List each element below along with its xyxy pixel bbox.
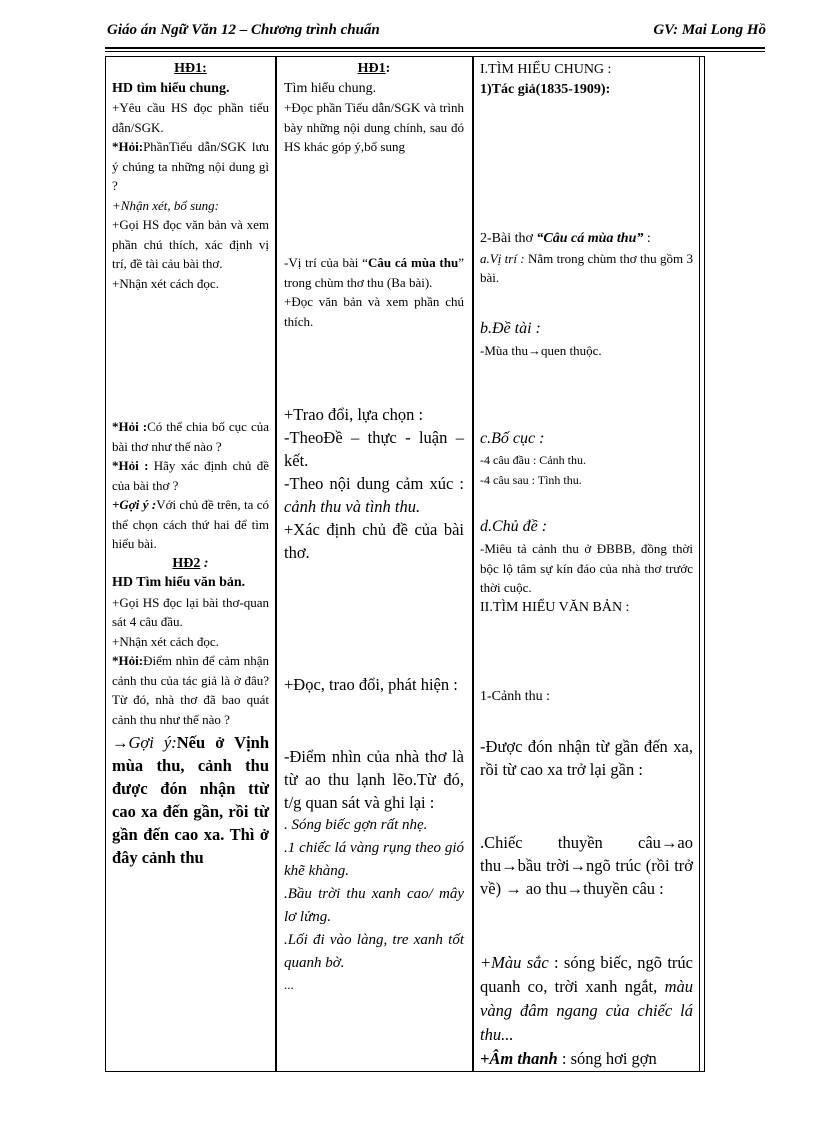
col1-p12-label: Gợi ý: <box>128 733 177 752</box>
col3-p3-em: màu vàng đâm ngang của chiếc lá thu... <box>480 977 693 1044</box>
col1-p11-label: *Hỏi: <box>112 653 144 668</box>
d-text: -Miêu tả cảnh thu ở ĐBBB, đồng thời bộc lộ tâm sự kín đáo của nhà thơ trước thời cuộc. <box>480 541 693 595</box>
header-left: Giáo án Ngữ Văn 12 – Chương trình chuẩn <box>107 22 380 38</box>
col3-p3-label: +Màu sắc <box>480 953 549 972</box>
col1-p2-text: PhầnTiểu dẫn/SGK lưu ý chúng ta những nội dung gì ? <box>112 139 269 193</box>
section-3-title: II.TÌM HIỂU VĂN BẢN : <box>480 599 630 615</box>
col1-p11-text: Điểm nhìn để cảm nhận cảnh thu của tác giả là ở đâu? Từ đó, nhà thơ đã bao quát cảnh thu như thế nào ? <box>112 653 269 727</box>
col2-p5: -TheoĐề – thực - luận –kết. <box>284 428 464 470</box>
col3-p4-label: +Âm thanh <box>480 1049 558 1068</box>
col2-p10: . Sóng biếc gợn rất nhẹ. <box>284 817 428 833</box>
col1-p9: +Gọi HS đọc lại bài thơ-quan sát 4 câu đầu. <box>112 594 269 629</box>
section-1-title: I.TÌM HIỂU CHUNG : <box>480 62 612 77</box>
section-3a-title: 1-Cảnh thu : <box>480 689 550 704</box>
col1-p12-text: Nếu ở Vịnh mùa thu, cảnh thu được đón nhận ttừ cao xa đến gần, rồi từ gần đến cao xa. Thì ở đây cảnh thu <box>112 733 270 867</box>
b-label: b.Đề tài : <box>480 320 541 337</box>
hd2-title: HĐ2 <box>172 555 201 571</box>
a-label: a.Vị trí : <box>480 250 525 266</box>
col2-p11: .1 chiếc lá vàng rụng theo gió khẽ khàng. <box>284 840 464 879</box>
col1-p7-text: Hãy xác định chủ đề của bài thơ ? <box>112 458 269 493</box>
col2-p12: .Bầu trời thu xanh cao/ mây lơ lửng. <box>284 886 464 925</box>
col2-p8: +Đọc, trao đổi, phát hiện : <box>284 675 458 694</box>
section-2-post: : <box>643 231 651 246</box>
col2-p2-title: Câu cá mùa thu <box>367 255 459 270</box>
b-text: -Mùa thu→quen thuộc. <box>480 343 602 358</box>
arrow-icon: → <box>112 733 129 752</box>
col1-p2-label: *Hỏi: <box>112 139 144 154</box>
col2-p3: +Đọc văn bản và xem phần chú thích. <box>284 294 464 329</box>
hd1-title: HĐ1: <box>174 61 207 76</box>
col1-p5: +Nhận xét cách đọc. <box>112 275 219 291</box>
col1-p3: +Nhận xét, bổ sung: <box>112 197 219 213</box>
col3-p3-text: : sóng biếc, ngõ trúc quanh co, trời xanh ngắt, <box>480 953 694 996</box>
col1-p10: +Nhận xét cách đọc. <box>112 633 219 649</box>
col1-p8-label: +Gợi ý : <box>112 497 157 512</box>
col2-p14: ... <box>284 977 294 992</box>
col2-p7: +Xác định chủ đề của bài thơ. <box>284 520 464 562</box>
student-activity-column <box>277 57 474 1071</box>
teacher-activity-column <box>106 57 277 1071</box>
col3-p1: -Được đón nhận từ gần đến xa, rồi từ cao xa trở lại gần : <box>480 737 693 779</box>
col2-p4: +Trao đổi, lựa chọn : <box>284 405 424 424</box>
col1-p8-text: Với chủ đề trên, ta có thể chọn cách thứ hai để tìm hiểu bài. <box>112 497 270 551</box>
header-rule <box>105 47 765 49</box>
c-line-1: -4 câu đầu : Cảnh thu. <box>480 453 586 467</box>
hd2-colon: : <box>200 555 209 571</box>
col1-p7-label: *Hỏi : <box>112 458 149 473</box>
section-2-pre: 2-Bài thơ <box>480 231 537 246</box>
c-line-2: -4 câu sau : Tình thu. <box>480 472 582 487</box>
hd2-subtitle: HD Tìm hiểu văn bản. <box>112 575 246 590</box>
col2-p1: +Đọc phần Tiểu dẫn/SGK và trình bày những nội dung chính, sau đó HS khác góp ý,bổ sung <box>284 100 464 154</box>
col2-p6-em: cảnh thu và tình thu. <box>284 497 421 516</box>
col2-p6-pre: -Theo nội dung cảm xúc : <box>284 474 464 493</box>
col3-p2: .Chiếc thuyền câu→ao thu→bầu trời→ngõ trúc (rồi trở về) → ao thu→thuyền câu : <box>480 833 693 898</box>
col2-p2-post: ” trong chùm thơ thu (Ba bài). <box>284 255 464 290</box>
lesson-table <box>105 56 705 1072</box>
content-column <box>474 57 700 1071</box>
col2-p9: -Điểm nhìn của nhà thơ là từ ao thu lạnh lẽo.Từ đó, t/g quan sát và ghi lại : <box>284 747 464 812</box>
notes-column <box>700 57 712 1071</box>
col2-subtitle: Tìm hiểu chung. <box>284 80 377 96</box>
header-right: GV: Mai Long Hồ <box>653 22 766 38</box>
a-text: Nằm trong chùm thơ thu gồm 3 bài. <box>480 250 693 285</box>
section-2-title: “Câu cá mùa thu” <box>536 231 644 246</box>
section-1a-title: 1)Tác giả(1835-1909): <box>480 82 611 97</box>
col2-hd1-title: HĐ1 <box>357 61 386 76</box>
c-label: c.Bố cục : <box>480 430 545 447</box>
d-label: d.Chủ đề : <box>480 518 548 535</box>
col1-p6-text: Có thể chia bố cục của bài thơ như thế nào ? <box>112 419 269 454</box>
col3-p4-text: : sóng hơi gợn <box>557 1049 657 1068</box>
col1-p6-label: *Hỏi : <box>112 419 148 434</box>
header-rule-thin <box>105 51 765 52</box>
col2-hd1-colon: : <box>385 61 391 76</box>
col1-p4: +Gọi HS đọc văn bản và xem phần chú thích, xác định vị trí, đề tài cảu bài thơ. <box>112 217 269 271</box>
col2-p2-pre: -Vị trí của bài “ <box>284 255 368 270</box>
col2-p13: .Lối đi vào làng, tre xanh tốt quanh bờ. <box>284 932 464 971</box>
col1-p1: +Yêu cầu HS đọc phần tiểu dẫn/SGK. <box>112 100 269 135</box>
hd1-subtitle: HD tìm hiểu chung. <box>112 80 230 96</box>
